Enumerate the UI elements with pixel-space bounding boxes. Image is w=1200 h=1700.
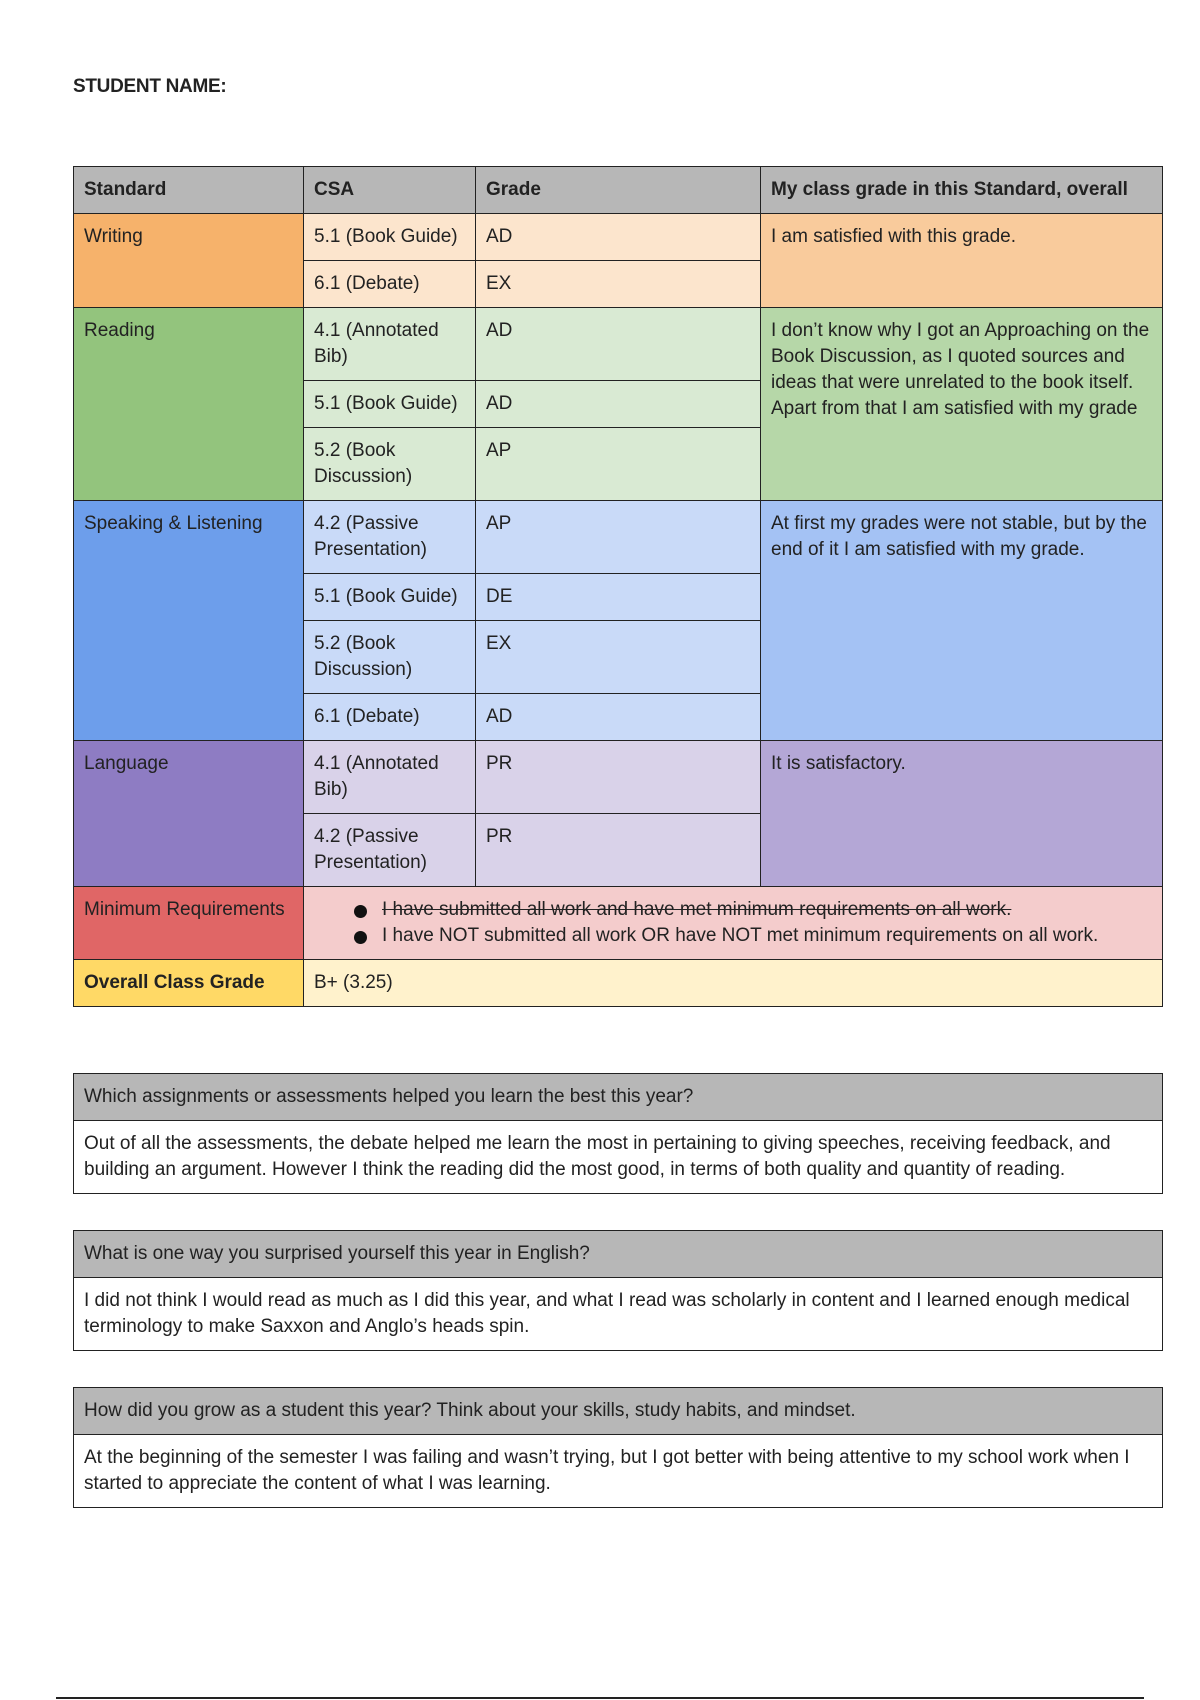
- question-box: [73, 1230, 1163, 1351]
- grade-table: [73, 166, 1163, 1007]
- table-row: [74, 214, 1163, 261]
- csa-cell: 4.2 (Passive Presentation): [304, 501, 476, 574]
- overall-grade-value: B+ (3.25): [304, 960, 1163, 1007]
- question-box: [73, 1073, 1163, 1194]
- reflection-writing: I am satisfied with this grade.: [761, 214, 1163, 308]
- grade-cell: AD: [476, 381, 761, 428]
- question-text: Which assignments or assessments helped you learn the best this year?: [74, 1074, 1163, 1121]
- answer-text: At the beginning of the semester I was failing and wasn’t trying, but I got better with being attentive to my school work when I started to appreciate the content of what I was learning.: [74, 1435, 1163, 1508]
- minimum-requirements-row: [74, 887, 1163, 960]
- csa-cell: 5.2 (Book Discussion): [304, 621, 476, 694]
- header-grade: Grade: [476, 167, 761, 214]
- header-csa: CSA: [304, 167, 476, 214]
- standard-language: Language: [74, 741, 304, 887]
- minimum-requirements-label: Minimum Requirements: [74, 887, 304, 960]
- table-row: [74, 501, 1163, 574]
- question-text: What is one way you surprised yourself this year in English?: [74, 1231, 1163, 1278]
- csa-cell: 5.2 (Book Discussion): [304, 428, 476, 501]
- answer-text: Out of all the assessments, the debate helped me learn the most in pertaining to giving speeches, receiving feedback, and building an argument. However I think the reading did the most good, in terms of both quality and quantity of reading.: [74, 1121, 1163, 1194]
- header-row: [74, 167, 1163, 214]
- csa-cell: 5.1 (Book Guide): [304, 214, 476, 261]
- csa-cell: 4.1 (Annotated Bib): [304, 308, 476, 381]
- grade-cell: EX: [476, 261, 761, 308]
- header-reflection: My class grade in this Standard, overall: [761, 167, 1163, 214]
- grade-cell: DE: [476, 574, 761, 621]
- csa-cell: 5.1 (Book Guide): [304, 381, 476, 428]
- standard-reading: Reading: [74, 308, 304, 501]
- csa-cell: 5.1 (Book Guide): [304, 574, 476, 621]
- overall-grade-label: Overall Class Grade: [74, 960, 304, 1007]
- grade-cell: AD: [476, 214, 761, 261]
- footer-divider: [56, 1697, 1144, 1699]
- answer-text: I did not think I would read as much as I did this year, and what I read was scholarly in content and I learned enough medical terminology to make Saxxon and Anglo’s heads spin.: [74, 1278, 1163, 1351]
- question-text: How did you grow as a student this year? Think about your skills, study habits, and mindset.: [74, 1388, 1163, 1435]
- table-row: [74, 308, 1163, 381]
- grade-cell: AP: [476, 501, 761, 574]
- reflection-language: It is satisfactory.: [761, 741, 1163, 887]
- grade-cell: AD: [476, 694, 761, 741]
- grade-cell: PR: [476, 814, 761, 887]
- grade-cell: AD: [476, 308, 761, 381]
- reflection-reading-line-2: Apart from that I am satisfied with my grade: [771, 398, 1138, 419]
- standard-writing: Writing: [74, 214, 304, 308]
- student-name-label: STUDENT NAME:: [73, 76, 227, 97]
- overall-grade-row: [74, 960, 1163, 1007]
- header-standard: Standard: [74, 167, 304, 214]
- csa-cell: 4.2 (Passive Presentation): [304, 814, 476, 887]
- reflection-speaking-listening: At first my grades were not stable, but by the end of it I am satisfied with my grade.: [761, 501, 1163, 741]
- grade-cell: AP: [476, 428, 761, 501]
- csa-cell: 6.1 (Debate): [304, 694, 476, 741]
- reflection-reading: [761, 308, 1163, 501]
- minimum-requirements-options: [304, 887, 1163, 960]
- grade-cell: PR: [476, 741, 761, 814]
- csa-cell: 6.1 (Debate): [304, 261, 476, 308]
- requirement-not-met-option: I have NOT submitted all work OR have NOT met minimum requirements on all work.: [354, 923, 1152, 949]
- requirements-list: [314, 897, 1152, 949]
- csa-cell: 4.1 (Annotated Bib): [304, 741, 476, 814]
- standard-speaking-listening: Speaking & Listening: [74, 501, 304, 741]
- requirement-met-option: I have submitted all work and have met minimum requirements on all work.: [354, 897, 1152, 923]
- question-box: [73, 1387, 1163, 1508]
- table-row: [74, 741, 1163, 814]
- reflection-reading-line-1: I don’t know why I got an Approaching on the Book Discussion, as I quoted sources and ideas that were unrelated to the book itself.: [771, 320, 1150, 393]
- grade-cell: EX: [476, 621, 761, 694]
